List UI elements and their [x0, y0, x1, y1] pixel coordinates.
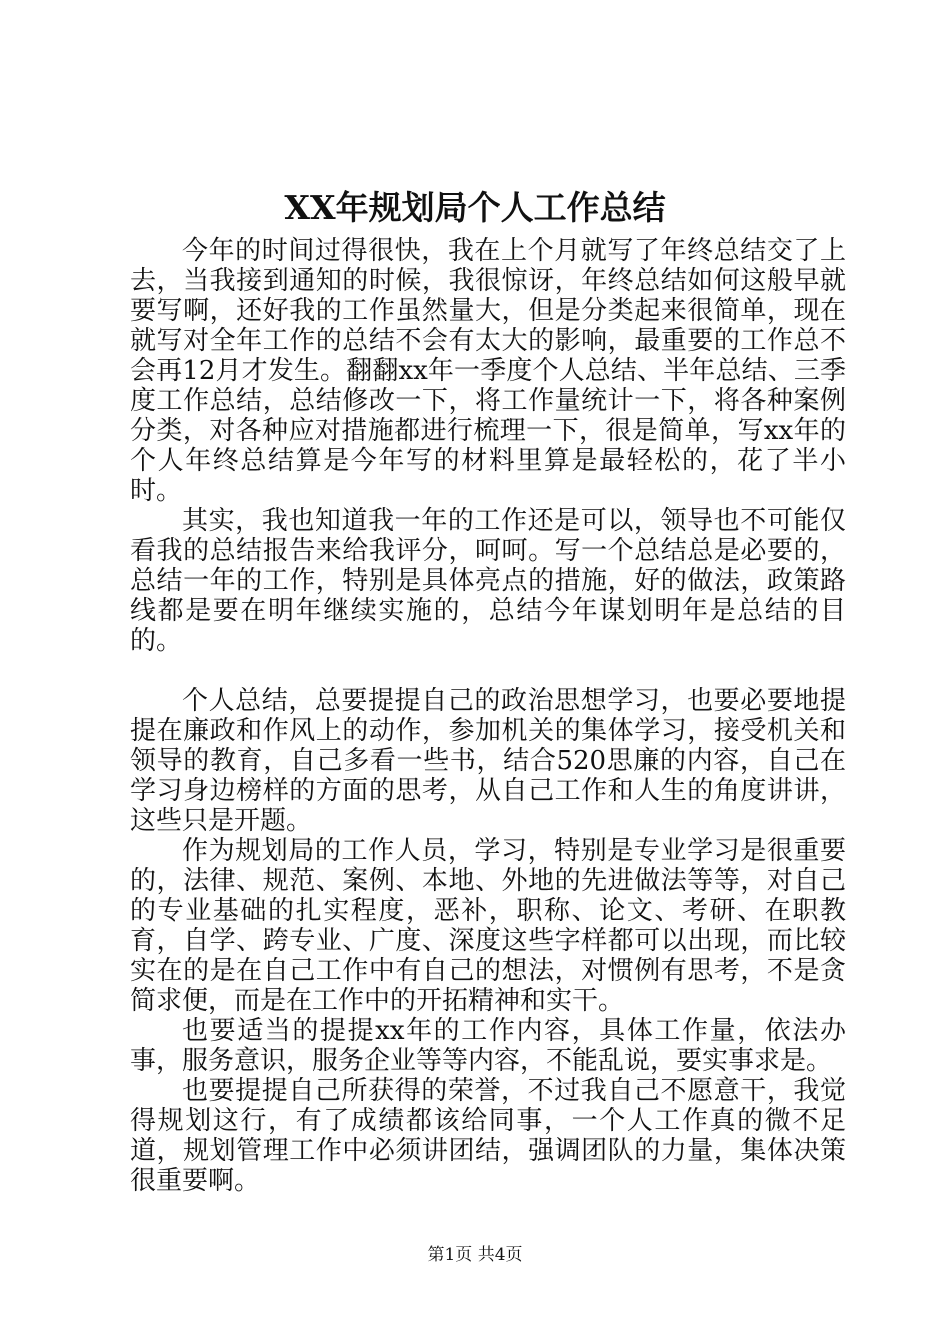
paragraph-4: 作为规划局的工作人员，学习，特别是专业学习是很重要的，法律、规范、案例、本地、外地的先进做法等等，对自己的专业基础的扎实程度，恶补，职称、论文、考研、在职教育，自学、跨专业、广度、深度这些字样都可以出现，而比较实在的是在自己工作中有自己的想法，对惯例有思考，不是贪简求便，而是在工作中的开拓精神和实干。 — [130, 836, 846, 1016]
paragraph-6: 也要提提自己所获得的荣誉，不过我自己不愿意干，我觉得规划这行，有了成绩都该给同事，一个人工作真的微不足道，规划管理工作中必须讲团结，强调团队的力量，集体决策很重要啊。 — [130, 1076, 846, 1196]
page-number-footer: 第1页 共4页 — [427, 1245, 523, 1265]
paragraph-5: 也要适当的提提xx年的工作内容，具体工作量，依法办事，服务意识，服务企业等等内容，不能乱说，要实事求是。 — [130, 1016, 846, 1076]
paragraph-3: 个人总结，总要提提自己的政治思想学习，也要必要地提提在廉政和作风上的动作，参加机关的集体学习，接受机关和领导的教育，自己多看一些书，结合520思廉的内容，自己在学习身边榜样的方面的思考，从自己工作和人生的角度讲讲，这些只是开题。 — [130, 686, 846, 836]
document-title: XX年规划局个人工作总结 — [284, 188, 666, 227]
paragraph-1: 今年的时间过得很快，我在上个月就写了年终总结交了上去，当我接到通知的时候，我很惊讶，年终总结如何这般早就要写啊，还好我的工作虽然量大，但是分类起来很简单，现在就写对全年工作的总结不会有太大的影响，最重要的工作总不会再12月才发生。翻翻xx年一季度个人总结、半年总结、三季度工作总结，总结修改一下，将工作量统计一下，将各种案例分类，对各种应对措施都进行梳理一下，很是简单，写xx年的个人年终总结算是今年写的材料里算是最轻松的，花了半小时。 — [130, 236, 846, 506]
document-body — [130, 236, 846, 1196]
paragraph-2: 其实，我也知道我一年的工作还是可以，领导也不可能仅看我的总结报告来给我评分，呵呵。写一个总结总是必要的，总结一年的工作，特别是具体亮点的措施，好的做法，政策路线都是要在明年继续实施的，总结今年谋划明年是总结的目的。 — [130, 506, 846, 656]
